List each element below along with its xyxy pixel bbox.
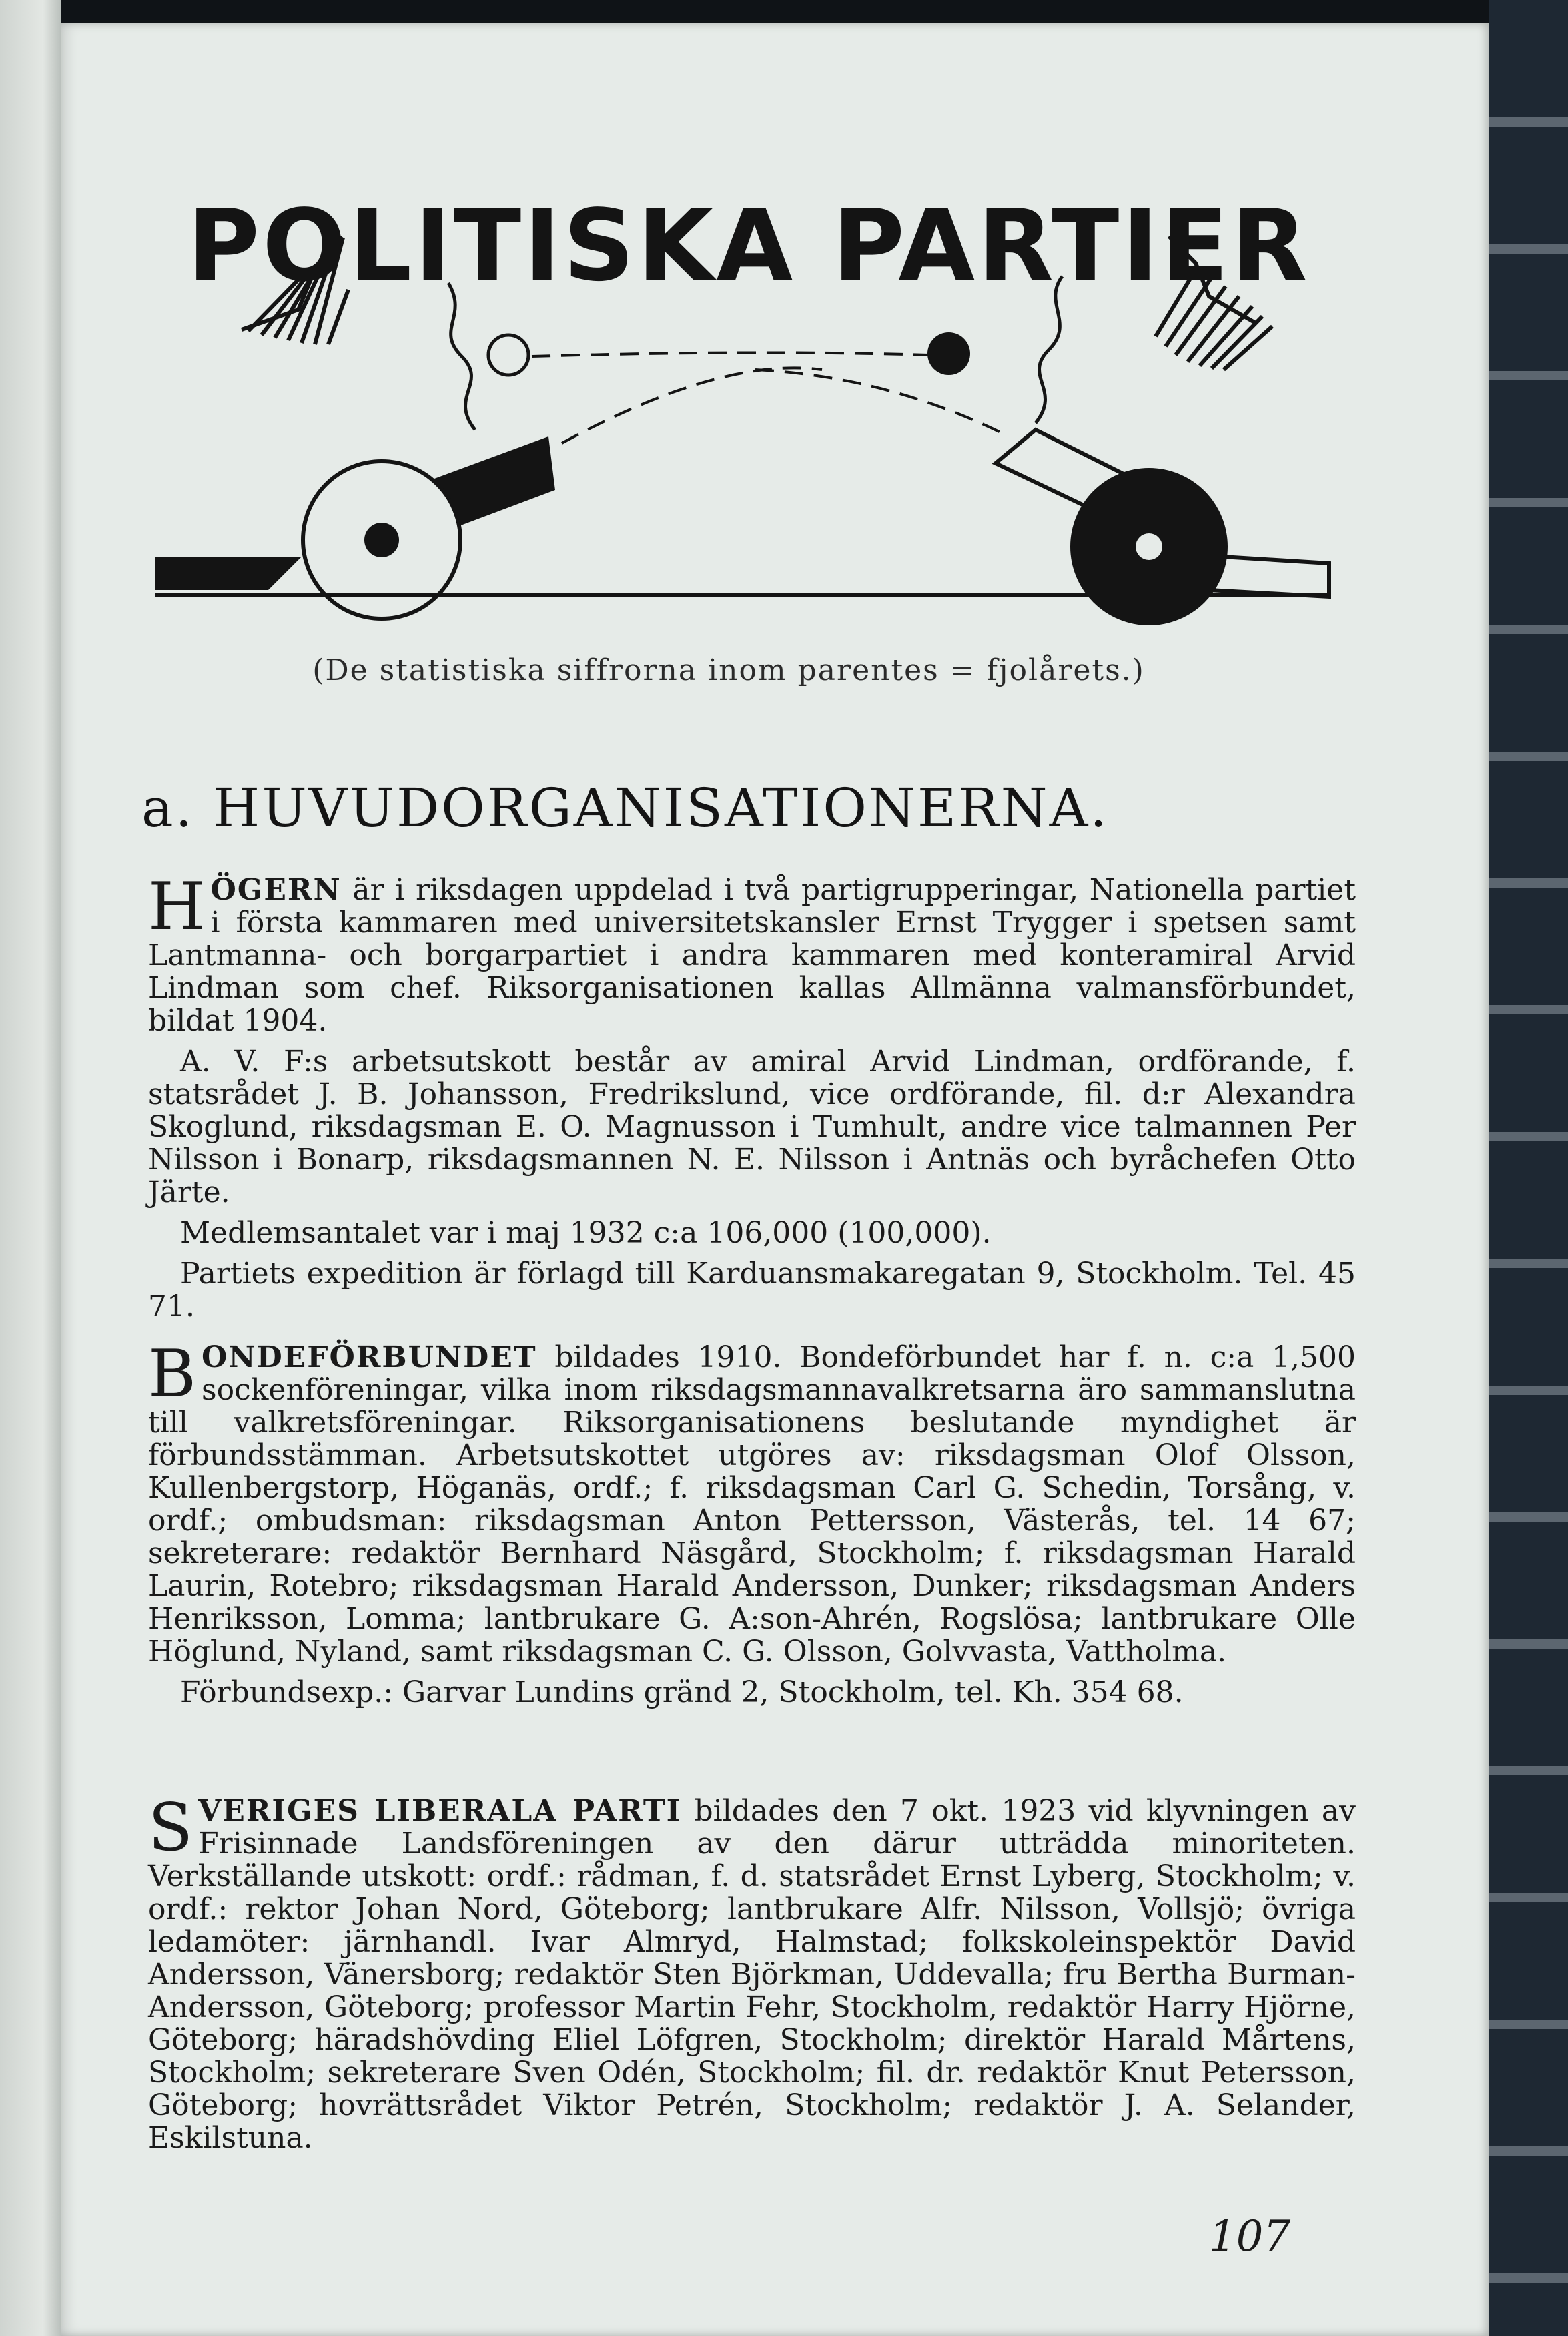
hogern-paragraph-1: är i riksdagen uppdelad i två partigrupperingar, Nationella partiet i första kammaren med universitetskansler Ernst Trygger i spetsen samt Lantmanna- och borgarpartiet i andra kammaren med konteramiral Arvid Lindman som chef. Riksorganisationen kallas Allmänna valmansförbundet, bildat 1904.	[148, 873, 1356, 1038]
left-fuse	[448, 283, 475, 430]
liberala-paragraph-1: bildades den 7 okt. 1923 vid klyvningen av Frisinnade Landsföreningen av den därur utträdda minoriteten. Verkställande utskott: ordf.: rådman, f. d. statsrådet Ernst Lyberg, Stockholm; v. ordf.: rektor Johan Nord, Göteborg; lantbrukare Alfr. Nilsson, Vollsjö; övriga ledamöter: järnhandl. Ivar Almryd, Halmstad; folkskoleinspektör David Andersson, Vänersborg; redaktör Sten Björkman, Uddevalla; fru Bertha Burman-Andersson, Göteborg; professor Martin Fehr, Stockholm, redaktör Harry Hjörne, Göteborg; häradshövding Eliel Löfgren, Stockholm; direktör Harald Mårtens, Stockholm; sekreterare Sven Odén, Stockholm; fil. dr. redaktör Knut Petersson, Göteborg; hovrättsrådet Viktor Petrén, Stockholm; redaktör J. A. Selander, Eskilstuna.	[148, 1794, 1356, 2155]
section-title: a. HUVUDORGANISATIONERNA.	[141, 777, 1109, 839]
hogern-paragraph-4: Partiets expedition är förlagd till Karduansmakaregatan 9, Stockholm. Tel. 45 71.	[148, 1257, 1356, 1324]
cannon-illustration	[155, 156, 1342, 650]
page-edge-left	[0, 0, 61, 2336]
black-cannonball	[927, 332, 970, 375]
bondeforbundet-paragraph-1: bildades 1910. Bondeförbundet har f. n. c:a 1,500 sockenföreningar, vilka inom riksdagsmannavalkretsarna äro sammanslutna till valkretsföreningar. Riksorganisationens beslutande myndighet är förbundsstämman. Arbetsutskottet utgöres av: riksdagsman Olof Olsson, Kullenbergstorp, Höganäs, ordf.; f. riksdagsman Carl G. Schedin, Torsång, v. ordf.; ombudsman: riksdagsman Anton Pettersson, Västerås, tel. 14 67; sekreterare: redaktör Bernhard Näsgård, Stockholm; f. riksdagsman Harald Laurin, Rotebro; riksdagsman Harald Andersson, Dunker; riksdagsman Anders Henriksson, Lomma; lantbrukare G. A:son-Ahrén, Rogslösa; lantbrukare Olle Höglund, Nyland, samt riksdagsman C. G. Olsson, Golvvasta, Vattholma.	[148, 1340, 1356, 1669]
hogern-paragraph-3: Medlemsantalet var i maj 1932 c:a 106,000 (100,000).	[180, 1216, 992, 1250]
party-name-bondeforbundet: ONDEFÖRBUNDET	[202, 1340, 537, 1374]
bondeforbundet-paragraph-2: Förbundsexp.: Garvar Lundins gränd 2, Stockholm, tel. Kh. 354 68.	[180, 1675, 1184, 1709]
party-name-liberala: VERIGES LIBERALA PARTI	[198, 1794, 682, 1828]
hogern-paragraph-2: A. V. F:s arbetsutskott består av amiral Arvid Lindman, ordförande, f. statsrådet J. B. Johansson, Fredrikslund, vice ordförande, fil. d:r Alexandra Skoglund, riksdagsman E. O. Magnusson i Tumhult, andre vice talmannen Per Nilsson i Bonarp, riksdagsmannen N. E. Nilsson i Antnäs och byråchefen Otto Järte.	[148, 1045, 1356, 1209]
dropcap-h: H	[148, 869, 206, 945]
page-number: 107	[1209, 2212, 1291, 2261]
left-cannon-icon	[155, 436, 555, 619]
dropcap-b: B	[148, 1336, 197, 1412]
dropcap-s: S	[148, 1790, 193, 1866]
party-name-hogern: ÖGERN	[210, 873, 342, 907]
white-cannonball	[488, 335, 528, 375]
caption: (De statistiska siffrorna inom parentes = fjolårets.)	[312, 653, 1145, 687]
hogern-section	[148, 869, 1356, 1324]
book-binding	[1489, 0, 1568, 2336]
illustration-title: POLITISKA PARTIER	[187, 188, 1310, 303]
liberala-section	[148, 1790, 1356, 2155]
bondeforbundet-section	[148, 1336, 1356, 1709]
book-page	[61, 23, 1489, 2336]
